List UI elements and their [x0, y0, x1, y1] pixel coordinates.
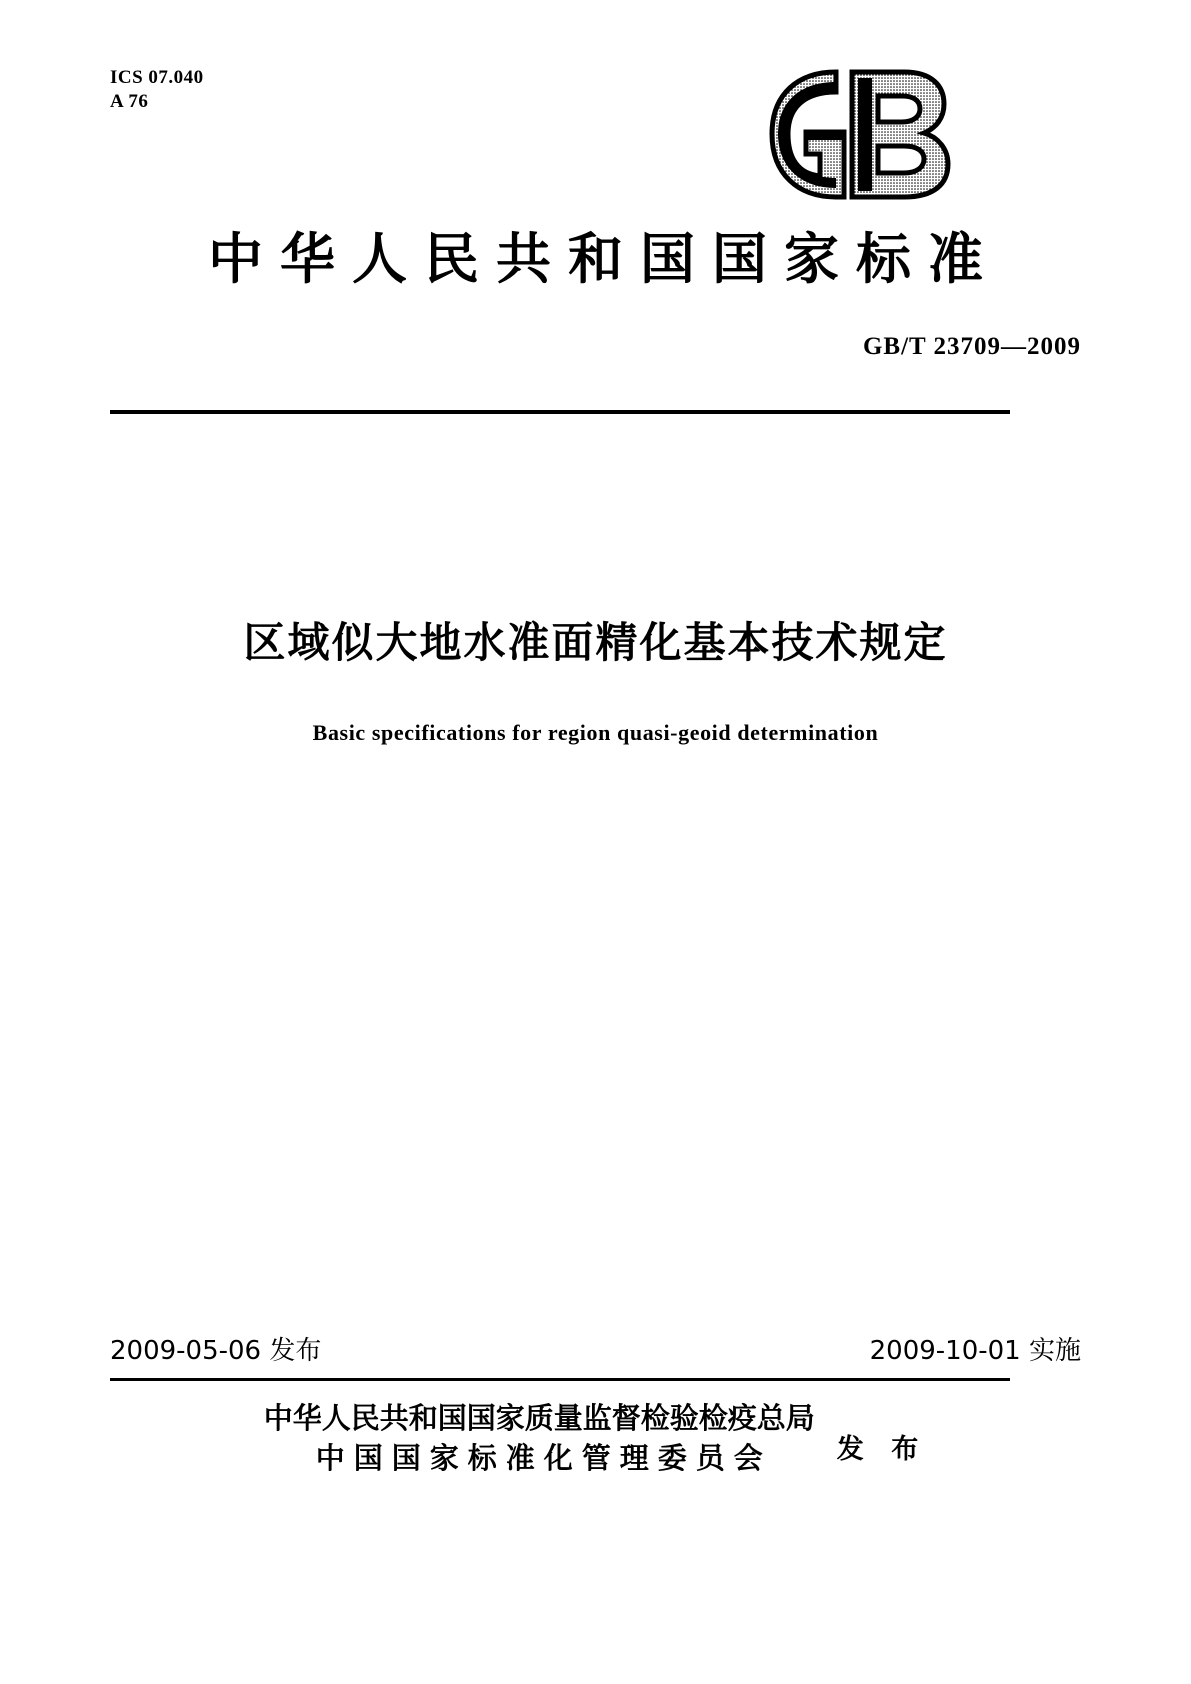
publisher-line-1: 中华人民共和国国家质量监督检验检疫总局 — [263, 1401, 815, 1435]
classification-code: A 76 — [110, 91, 149, 112]
national-standard-heading: 中华人民共和国国家标准 — [207, 226, 1000, 291]
publisher-names — [264, 1398, 815, 1478]
standard-number: GB/T 23709—2009 — [862, 333, 1081, 360]
divider-top — [110, 410, 1010, 414]
divider-bottom — [110, 1378, 1010, 1381]
document-title-chinese: 区域似大地水准面精化基本技术规定 — [243, 618, 948, 667]
document-title-english: Basic specifications for region quasi-geoid determination — [312, 720, 879, 745]
implementation-date: 2009-10-01 实施 — [869, 1336, 1081, 1366]
ics-code: ICS 07.040 — [110, 67, 204, 88]
publisher-block — [0, 1398, 1191, 1478]
gb-logo-icon — [728, 62, 958, 207]
publisher-line-2: 中国国家标准化管理委员会 — [315, 1441, 772, 1475]
ics-block — [110, 66, 204, 114]
issue-date: 2009-05-06 发布 — [110, 1336, 322, 1366]
publisher-verb: 发 布 — [836, 1433, 928, 1465]
